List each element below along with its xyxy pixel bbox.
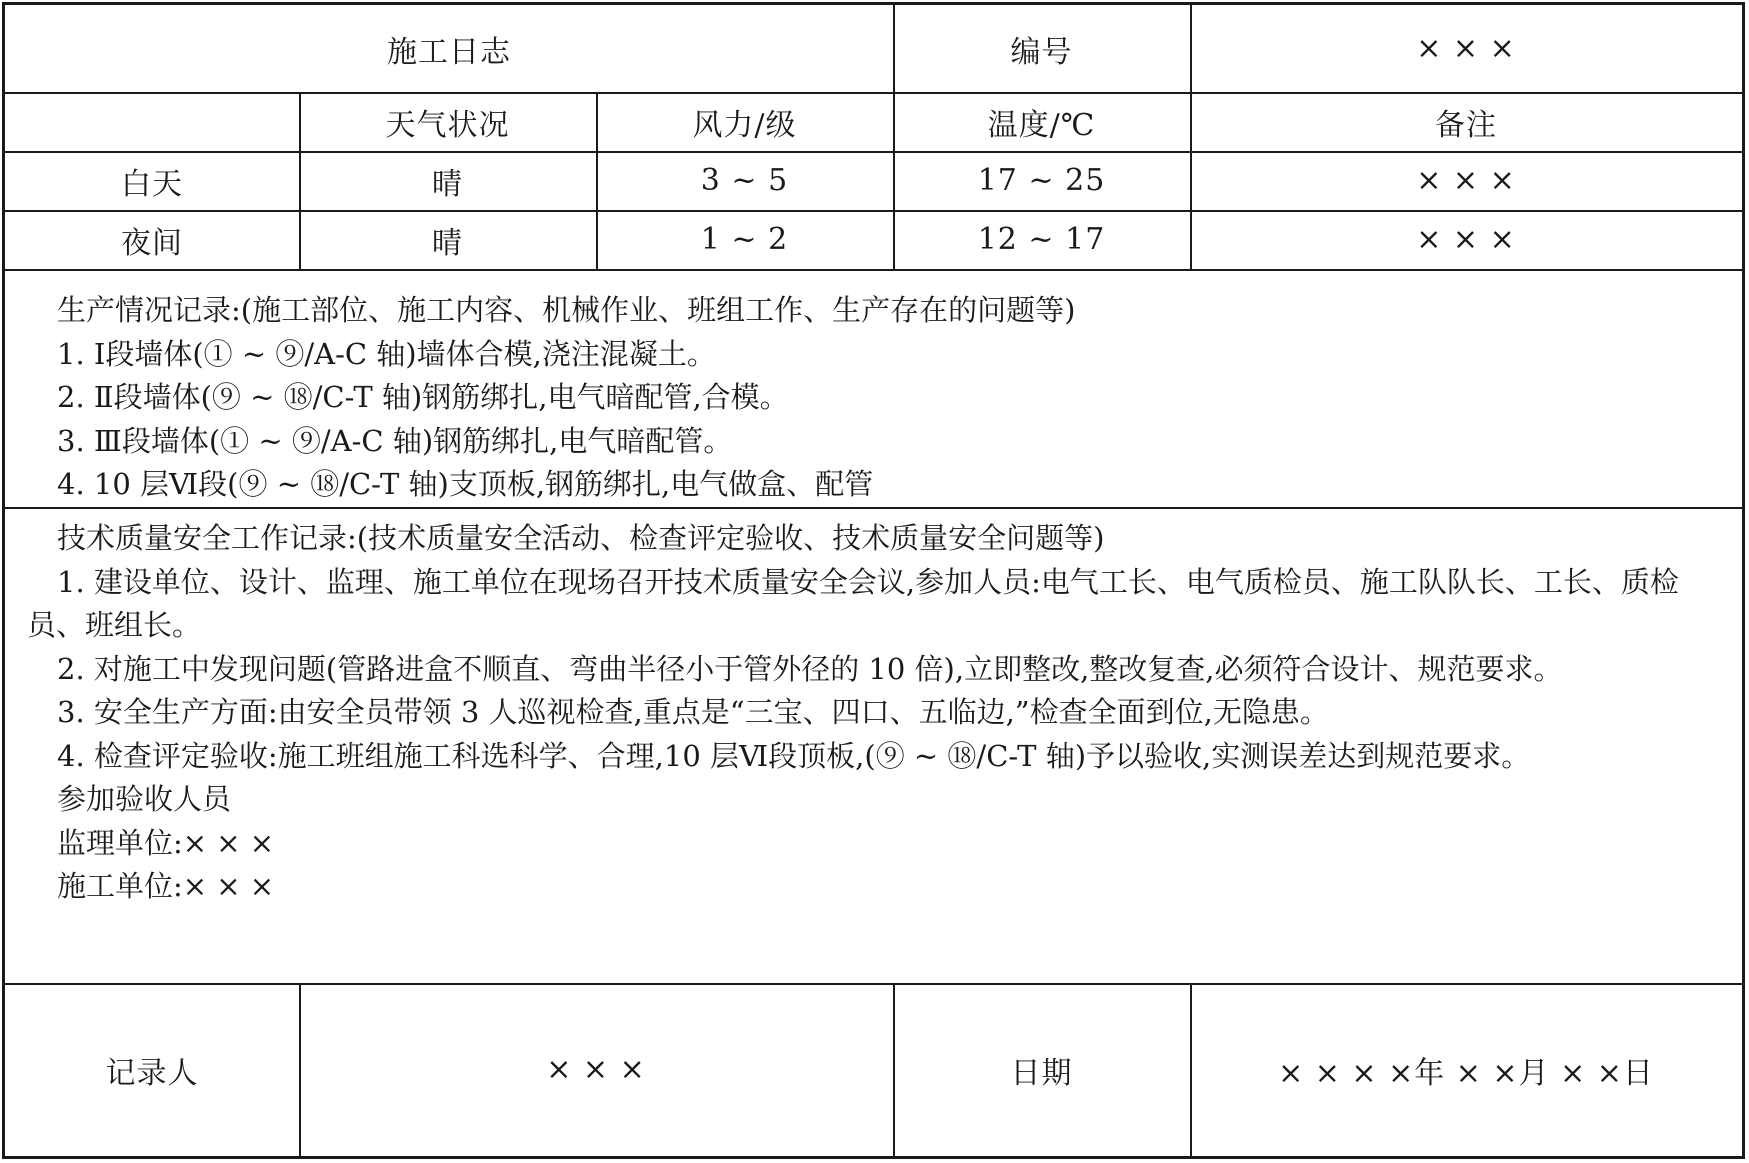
participants-heading: 参加验收人员 bbox=[57, 782, 232, 816]
quality-safety-item: 4. 检查评定验收:施工班组施工科选科学、合理,10 层Ⅵ段顶板,(⑨ ~ ⑱/C-T 轴)予以验收,实测误差达到规范要求。 bbox=[57, 738, 1531, 773]
recorder-label: 记录人 bbox=[105, 1055, 199, 1091]
number-label: 编号 bbox=[1010, 34, 1073, 70]
row-divider bbox=[5, 507, 1742, 509]
production-record-item: 4. 10 层Ⅵ段(⑨ ~ ⑱/C-T 轴)支顶板,钢筋绑扎,电气做盒、配管 bbox=[57, 467, 874, 501]
wind-level: 3 ~ 5 bbox=[700, 163, 789, 198]
weather-condition: 晴 bbox=[432, 225, 463, 261]
recorder-value: × × × bbox=[546, 1052, 646, 1087]
weather-condition: 晴 bbox=[432, 166, 463, 202]
quality-safety-item: 1. 建设单位、设计、监理、施工单位在现场召开技术质量安全会议,参加人员:电气工长、电气质检员、施工队队长、工长、质检员、班组长。 bbox=[27, 564, 1679, 642]
number-value: × × × bbox=[1416, 31, 1516, 66]
period-label: 夜间 bbox=[121, 225, 183, 261]
temperature-range: 17 ~ 25 bbox=[977, 163, 1106, 198]
production-record-section bbox=[5, 289, 1742, 507]
column-header-weather: 天气状况 bbox=[385, 107, 510, 143]
remark-value: × × × bbox=[1416, 163, 1516, 198]
participant-entry: 施工单位:× × × bbox=[57, 869, 275, 903]
quality-safety-item: 3. 安全生产方面:由安全员带领 3 人巡视检查,重点是“三宝、四口、五临边,”检查全面到位,无隐患。 bbox=[57, 695, 1329, 729]
remark-value: × × × bbox=[1416, 222, 1516, 257]
row-divider bbox=[5, 269, 1742, 271]
wind-level: 1 ~ 2 bbox=[700, 222, 789, 257]
form-title: 施工日志 bbox=[387, 34, 511, 70]
period-label: 白天 bbox=[121, 166, 183, 202]
temperature-range: 12 ~ 17 bbox=[977, 222, 1106, 257]
column-header-remark: 备注 bbox=[1435, 107, 1497, 143]
production-record-item: 3. Ⅲ段墙体(① ~ ⑨/A-C 轴)钢筋绑扎,电气暗配管。 bbox=[57, 423, 733, 458]
column-header-wind: 风力/级 bbox=[692, 107, 797, 143]
production-record-heading: 生产情况记录:(施工部位、施工内容、机械作业、班组工作、生产存在的问题等) bbox=[57, 293, 1076, 327]
production-record-item: 1. Ⅰ段墙体(① ~ ⑨/A-C 轴)墙体合模,浇注混凝土。 bbox=[57, 336, 716, 371]
column-header-temperature: 温度/℃ bbox=[987, 107, 1096, 143]
quality-safety-item: 2. 对施工中发现问题(管路进盒不顺直、弯曲半径小于管外径的 10 倍),立即整改,整改复查,必须符合设计、规范要求。 bbox=[57, 651, 1563, 686]
construction-log-form bbox=[2, 2, 1745, 1159]
date-label: 日期 bbox=[1010, 1055, 1073, 1091]
production-record-item: 2. Ⅱ段墙体(⑨ ~ ⑱/C-T 轴)钢筋绑扎,电气暗配管,合模。 bbox=[57, 380, 789, 414]
date-value: × × × ×年 × ×月 × ×日 bbox=[1278, 1055, 1654, 1091]
quality-safety-heading: 技术质量安全工作记录:(技术质量安全活动、检查评定验收、技术质量安全问题等) bbox=[57, 521, 1105, 555]
quality-safety-section bbox=[5, 517, 1742, 909]
participant-entry: 监理单位:× × × bbox=[57, 825, 275, 860]
